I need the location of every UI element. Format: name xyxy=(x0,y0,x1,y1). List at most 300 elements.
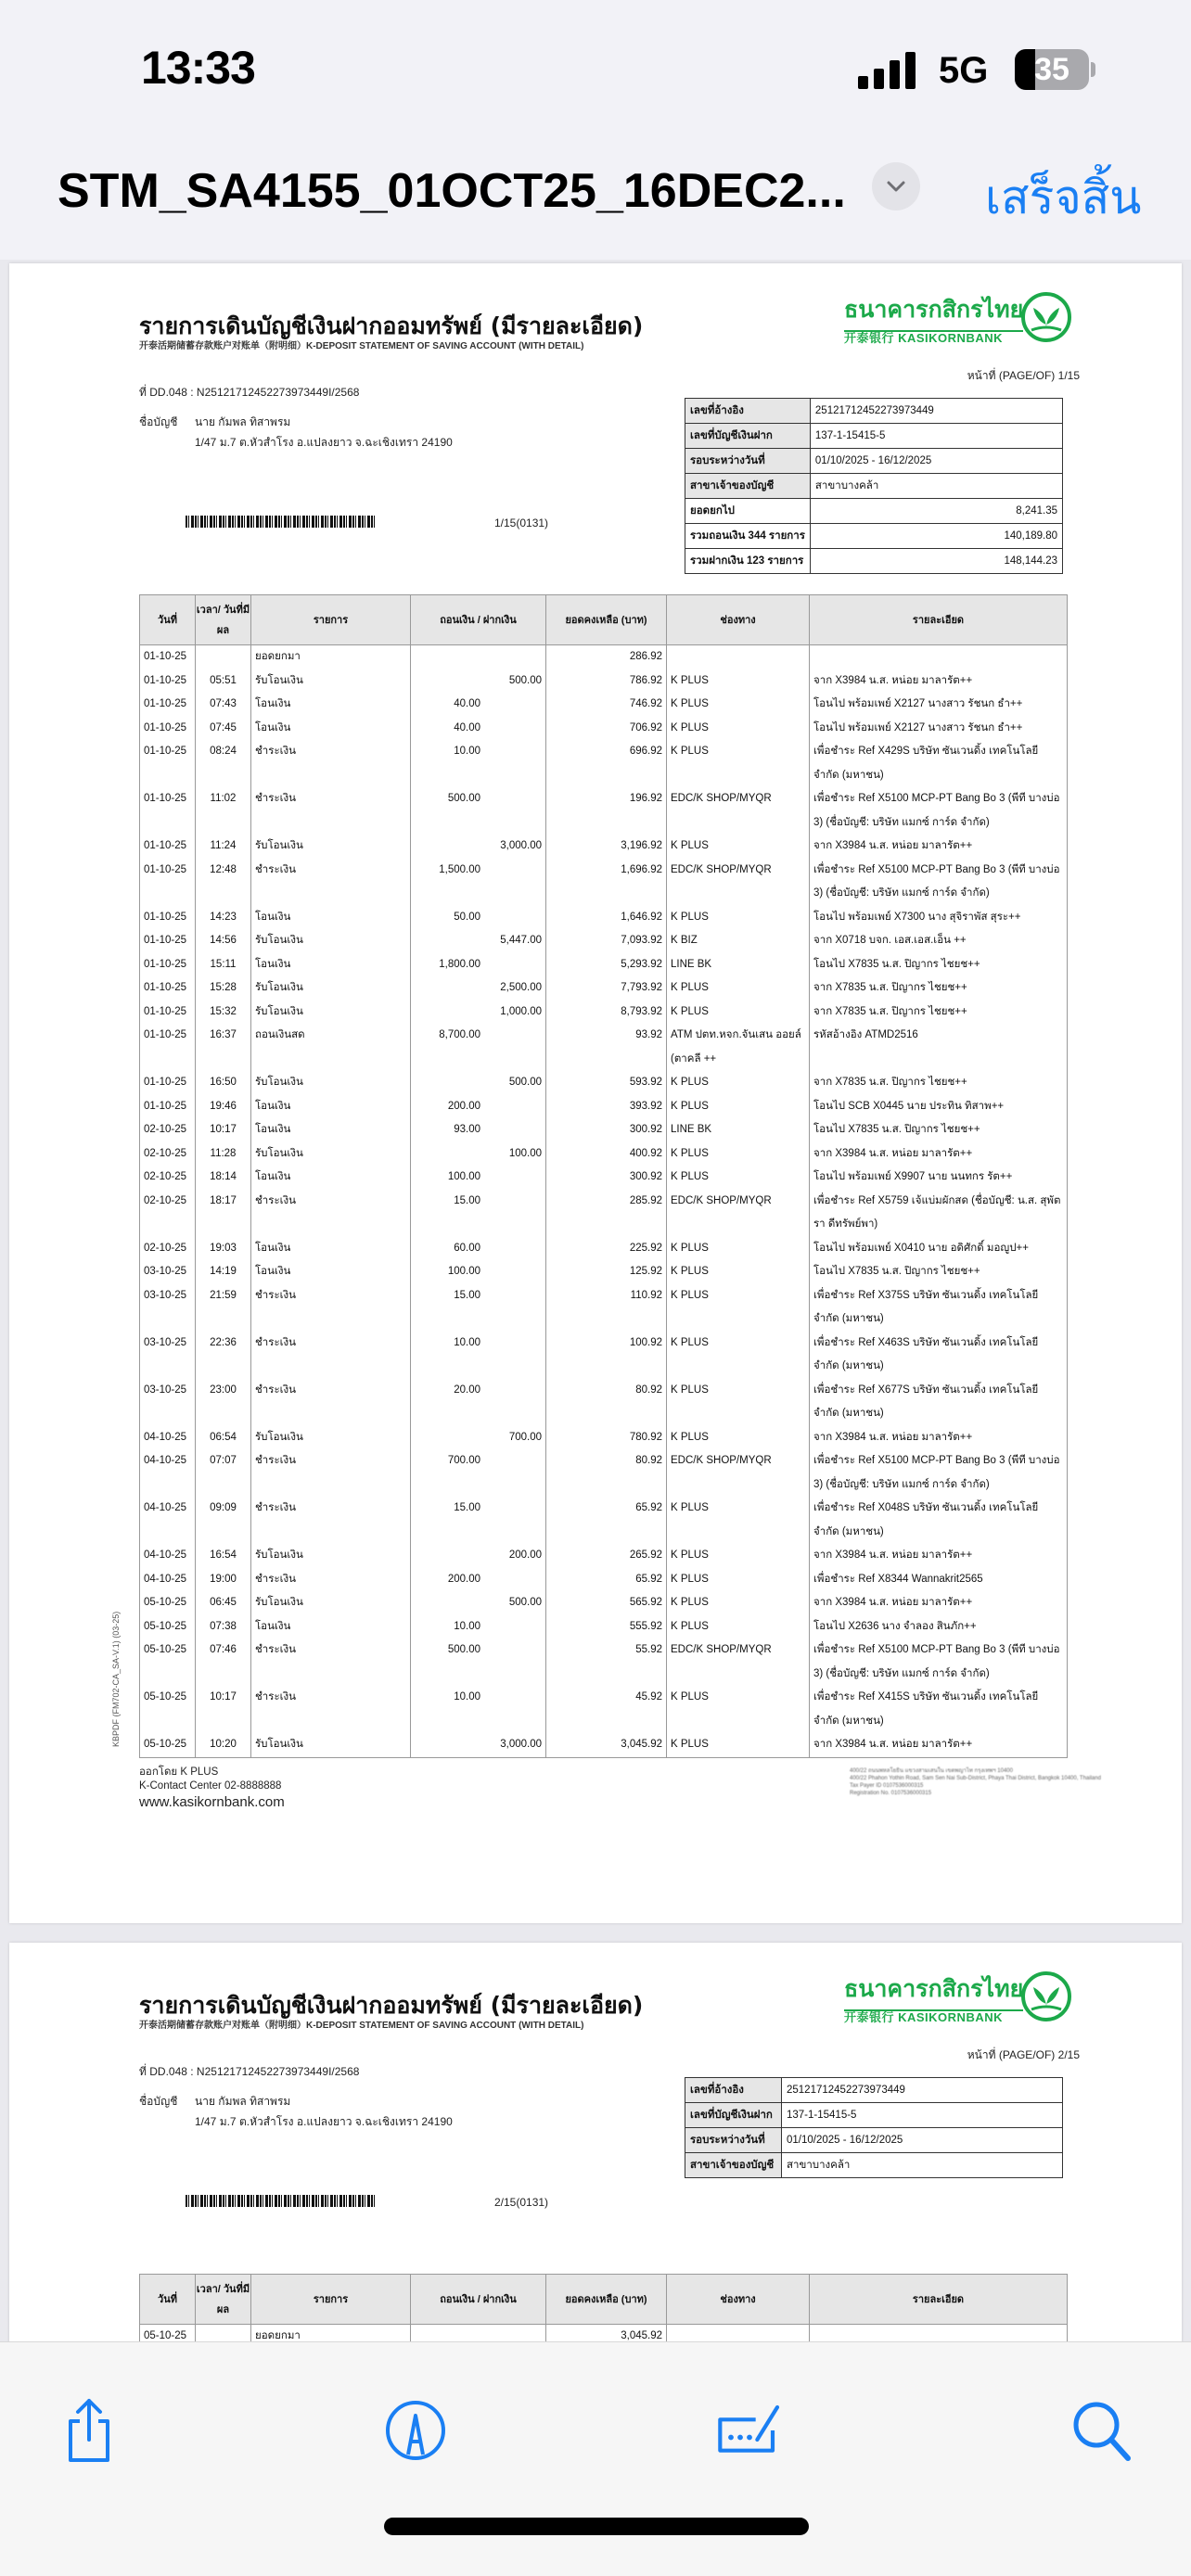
table-row xyxy=(140,1497,1068,1544)
row-detail: จาก X3984 น.ส. หน่อย มาลารัต++ xyxy=(810,670,1068,694)
col-detail: รายละเอียด xyxy=(810,595,1068,645)
col-time: เวลา/ วันที่มีผล xyxy=(196,595,251,645)
bank-website: www.kasikornbank.com xyxy=(139,1794,285,1810)
row-date: 01-10-25 xyxy=(140,670,196,694)
row-detail: โอนไป พร้อมเพย์ X0410 นาย อดิศักดิ์ มอญูป++ xyxy=(810,1237,1068,1261)
row-channel: K PLUS xyxy=(667,1733,810,1757)
row-item: รับโอนเงิน xyxy=(251,835,411,859)
title-menu-button[interactable] xyxy=(872,162,920,210)
col-date: วันที่ xyxy=(140,2275,196,2325)
table-row xyxy=(140,929,1068,953)
row-item: โอนเงิน xyxy=(251,693,411,717)
row-date: 01-10-25 xyxy=(140,1001,196,1025)
pdf-viewer[interactable] xyxy=(0,260,1191,2341)
row-detail: โอนไป X7835 น.ส. ปิญากร ไชยช++ xyxy=(810,1118,1068,1142)
row-amount: 40.00 xyxy=(411,717,546,741)
markup-pen-icon xyxy=(382,2397,449,2464)
row-date: 03-10-25 xyxy=(140,1379,196,1426)
bank-name-th: ธนาคารกสิกรไทย xyxy=(844,291,1023,332)
row-balance: 300.92 xyxy=(546,1166,667,1190)
row-date: 01-10-25 xyxy=(140,717,196,741)
row-amount: 50.00 xyxy=(411,906,546,930)
row-amount: 15.00 xyxy=(411,1497,546,1544)
row-detail: โอนไป พร้อมเพย์ X2127 นางสาว รัชนก ธำ++ xyxy=(810,693,1068,717)
row-item: โอนเงิน xyxy=(251,1260,411,1284)
branch-label: สาขาเจ้าของบัญชี xyxy=(685,2153,782,2178)
table-row xyxy=(140,1284,1068,1332)
account-name-label: ชื่อบัญชี xyxy=(139,415,178,428)
network-type: 5G xyxy=(939,50,989,91)
row-item: ชำระเงิน xyxy=(251,1449,411,1497)
row-date: 01-10-25 xyxy=(140,1071,196,1095)
table-row xyxy=(140,1260,1068,1284)
row-balance: 696.92 xyxy=(546,740,667,787)
row-item: ชำระเงิน xyxy=(251,1639,411,1686)
row-balance: 1,646.92 xyxy=(546,906,667,930)
row-channel: LINE BK xyxy=(667,953,810,977)
row-date: 01-10-25 xyxy=(140,1024,196,1071)
row-channel xyxy=(667,645,810,670)
row-amount: 1,500.00 xyxy=(411,859,546,906)
row-item: โอนเงิน xyxy=(251,717,411,741)
row-balance: 706.92 xyxy=(546,717,667,741)
pdf-page-2 xyxy=(9,1943,1182,2341)
statement-subtitle: 开泰活期储蓄存款账户对账单（附明细）K-DEPOSIT STATEMENT OF SAVING ACCOUNT (WITH DETAIL) xyxy=(139,2021,584,2031)
row-time: 08:24 xyxy=(196,740,251,787)
account-holder xyxy=(139,412,453,453)
row-amount: 200.00 xyxy=(411,1568,546,1592)
period-label: รอบระหว่างวันที่ xyxy=(685,2128,782,2153)
row-channel: K PLUS xyxy=(667,1426,810,1450)
row-balance: 5,293.92 xyxy=(546,953,667,977)
row-channel: ATM ปตท.หจก.จันเสน ออยล์ (ตาคลี ++ xyxy=(667,1024,810,1071)
row-amount: 3,000.00 xyxy=(411,1733,546,1757)
row-amount: 8,700.00 xyxy=(411,1024,546,1071)
row-channel: K PLUS xyxy=(667,1142,810,1167)
table-row xyxy=(140,1332,1068,1379)
row-item: ชำระเงิน xyxy=(251,1497,411,1544)
row-item: โอนเงิน xyxy=(251,1237,411,1261)
row-amount: 3,000.00 xyxy=(411,835,546,859)
row-amount: 500.00 xyxy=(411,1591,546,1615)
row-balance: 400.92 xyxy=(546,1142,667,1167)
row-time: 18:17 xyxy=(196,1190,251,1237)
row-detail: โอนไป พร้อมเพย์ X9907 นาย นนทกร รัต++ xyxy=(810,1166,1068,1190)
row-channel: K PLUS xyxy=(667,1591,810,1615)
row-time: 21:59 xyxy=(196,1284,251,1332)
battery-level: 35 xyxy=(1034,52,1069,87)
row-item: ชำระเงิน xyxy=(251,1190,411,1237)
row-amount: 500.00 xyxy=(411,670,546,694)
row-balance: 196.92 xyxy=(546,787,667,835)
row-channel: K PLUS xyxy=(667,693,810,717)
address-line: 400/22 ถนนพหลโยธิน แขวงสามเสนใน เขตพญาไท กรุงเทพฯ 10400 xyxy=(850,1768,1013,1774)
status-bar xyxy=(0,0,1191,139)
table-row xyxy=(140,1426,1068,1450)
table-header xyxy=(140,2275,1068,2325)
row-balance: 55.92 xyxy=(546,1639,667,1686)
row-amount: 100.00 xyxy=(411,1142,546,1167)
row-item: ชำระเงิน xyxy=(251,1568,411,1592)
row-time: 14:19 xyxy=(196,1260,251,1284)
table-row xyxy=(140,1142,1068,1167)
row-item: รับโอนเงิน xyxy=(251,1001,411,1025)
col-channel: ช่องทาง xyxy=(667,595,810,645)
form-fill-icon xyxy=(712,2397,787,2464)
table-row xyxy=(140,1237,1068,1261)
row-detail: โอนไป SCB X0445 นาย ประทิน ทิสาพ++ xyxy=(810,1095,1068,1119)
row-amount: 1,000.00 xyxy=(411,1001,546,1025)
row-time: 14:56 xyxy=(196,929,251,953)
row-item: รับโอนเงิน xyxy=(251,1733,411,1757)
table-row xyxy=(140,1095,1068,1119)
account-no-label: เลขที่บัญชีเงินฝาก xyxy=(685,424,811,449)
row-channel: K PLUS xyxy=(667,1284,810,1332)
row-amount: 10.00 xyxy=(411,740,546,787)
account-no-label: เลขที่บัญชีเงินฝาก xyxy=(685,2103,782,2128)
row-channel: K PLUS xyxy=(667,740,810,787)
col-date: วันที่ xyxy=(140,595,196,645)
battery-icon xyxy=(1015,49,1089,90)
col-balance: ยอดคงเหลือ (บาท) xyxy=(546,2275,667,2325)
row-date: 01-10-25 xyxy=(140,787,196,835)
table-row xyxy=(140,1379,1068,1426)
row-item: ชำระเงิน xyxy=(251,859,411,906)
row-date: 05-10-25 xyxy=(140,1615,196,1639)
page-number: หน้าที่ (PAGE/OF) 2/15 xyxy=(967,2048,1080,2061)
row-channel: EDC/K SHOP/MYQR xyxy=(667,859,810,906)
row-amount: 2,500.00 xyxy=(411,976,546,1001)
clock: 13:33 xyxy=(141,42,255,94)
row-time: 10:17 xyxy=(196,1118,251,1142)
row-time: 15:32 xyxy=(196,1001,251,1025)
bank-name-th: ธนาคารกสิกรไทย xyxy=(844,1970,1023,2011)
kasikornbank-logo xyxy=(844,291,1076,351)
row-balance: 3,045.92 xyxy=(546,2325,667,2342)
issued-by: ออกโดย K PLUS xyxy=(139,1766,219,1778)
row-time: 16:50 xyxy=(196,1071,251,1095)
row-item: ยอดยกมา xyxy=(251,645,411,670)
row-item: โอนเงิน xyxy=(251,953,411,977)
row-balance: 65.92 xyxy=(546,1568,667,1592)
row-channel: K PLUS xyxy=(667,670,810,694)
row-amount: 93.00 xyxy=(411,1118,546,1142)
table-row xyxy=(140,1166,1068,1190)
statement-title: รายการเดินบัญชีเงินฝากออมทรัพย์ (มีรายละเอียด) xyxy=(139,1992,644,2019)
row-balance: 80.92 xyxy=(546,1449,667,1497)
branch-value: สาขาบางคล้า xyxy=(810,474,1062,499)
row-time: 10:20 xyxy=(196,1733,251,1757)
row-channel: K PLUS xyxy=(667,976,810,1001)
col-time: เวลา/ วันที่มีผล xyxy=(196,2275,251,2325)
row-date: 04-10-25 xyxy=(140,1544,196,1568)
row-amount: 500.00 xyxy=(411,1639,546,1686)
row-balance: 1,696.92 xyxy=(546,859,667,906)
row-item: รับโอนเงิน xyxy=(251,976,411,1001)
row-detail: เพื่อชำระ Ref X429S บริษัท ซันเวนดิ้ง เทคโนโลยี จำกัด (มหาชน) xyxy=(810,740,1068,787)
deposit-total-value: 148,144.23 xyxy=(810,549,1062,574)
row-item: รับโอนเงิน xyxy=(251,1426,411,1450)
row-date: 02-10-25 xyxy=(140,1237,196,1261)
account-no-value: 137-1-15415-5 xyxy=(782,2103,1063,2128)
row-detail: รหัสอ้างอิง ATMD2516 xyxy=(810,1024,1068,1071)
row-balance: 225.92 xyxy=(546,1237,667,1261)
row-detail: จาก X3984 น.ส. หน่อย มาลารัต++ xyxy=(810,1426,1068,1450)
row-balance: 3,196.92 xyxy=(546,835,667,859)
row-date: 04-10-25 xyxy=(140,1449,196,1497)
account-address: 1/47 ม.7 ต.หัวสำโรง อ.แปลงยาว จ.ฉะเชิงเทรา 24190 xyxy=(195,436,453,449)
row-date: 01-10-25 xyxy=(140,929,196,953)
row-item: ชำระเงิน xyxy=(251,740,411,787)
row-item: รับโอนเงิน xyxy=(251,1544,411,1568)
row-detail: จาก X7835 น.ส. ปิญากร ไชยช++ xyxy=(810,1001,1068,1025)
row-item: ชำระเงิน xyxy=(251,1686,411,1733)
table-row xyxy=(140,1544,1068,1568)
done-button[interactable]: เสร็จสิ้น xyxy=(985,172,1142,223)
row-item: โอนเงิน xyxy=(251,1615,411,1639)
row-date: 01-10-25 xyxy=(140,645,196,670)
row-detail xyxy=(810,2325,1068,2342)
carry-forward-value: 8,241.35 xyxy=(810,499,1062,524)
row-amount: 60.00 xyxy=(411,1237,546,1261)
row-time: 10:17 xyxy=(196,1686,251,1733)
search-button[interactable] xyxy=(1065,2393,1139,2468)
row-time: 19:03 xyxy=(196,1237,251,1261)
row-item: ถอนเงินสด xyxy=(251,1024,411,1071)
deposit-total-label: รวมฝากเงิน 123 รายการ xyxy=(685,549,811,574)
row-amount: 100.00 xyxy=(411,1260,546,1284)
row-channel: K PLUS xyxy=(667,1001,810,1025)
table-row xyxy=(140,717,1068,741)
table-row xyxy=(140,2325,1068,2342)
kasikornbank-logo xyxy=(844,1970,1076,2031)
col-item: รายการ xyxy=(251,2275,411,2325)
row-item: ชำระเงิน xyxy=(251,1332,411,1379)
row-date: 03-10-25 xyxy=(140,1260,196,1284)
row-amount xyxy=(411,645,546,670)
table-row xyxy=(140,1449,1068,1497)
table-row xyxy=(140,1591,1068,1615)
row-detail: โอนไป X7835 น.ส. ปิญากร ไชยช++ xyxy=(810,953,1068,977)
row-channel: K PLUS xyxy=(667,1332,810,1379)
row-balance: 7,793.92 xyxy=(546,976,667,1001)
row-time: 15:28 xyxy=(196,976,251,1001)
row-time: 12:48 xyxy=(196,859,251,906)
barcode xyxy=(186,2195,376,2207)
row-detail: จาก X0718 บจก. เอส.เอส.เอ็น ++ xyxy=(810,929,1068,953)
row-detail: เพื่อชำระ Ref X415S บริษัท ซันเวนดิ้ง เทคโนโลยี จำกัด (มหาชน) xyxy=(810,1686,1068,1733)
col-balance: ยอดคงเหลือ (บาท) xyxy=(546,595,667,645)
row-date: 05-10-25 xyxy=(140,1591,196,1615)
row-balance: 7,093.92 xyxy=(546,929,667,953)
row-amount: 10.00 xyxy=(411,1615,546,1639)
row-detail: เพื่อชำระ Ref X8344 Wannakrit2565 xyxy=(810,1568,1068,1592)
account-name: นาย กัมพล ทิสาพรม xyxy=(195,415,291,428)
row-balance: 265.92 xyxy=(546,1544,667,1568)
row-date: 03-10-25 xyxy=(140,1332,196,1379)
row-channel: K PLUS xyxy=(667,717,810,741)
row-time: 11:24 xyxy=(196,835,251,859)
col-item: รายการ xyxy=(251,595,411,645)
row-balance: 746.92 xyxy=(546,693,667,717)
row-time xyxy=(196,2325,251,2342)
row-item: รับโอนเงิน xyxy=(251,1142,411,1167)
row-balance: 300.92 xyxy=(546,1118,667,1142)
row-time: 06:45 xyxy=(196,1591,251,1615)
row-time: 11:02 xyxy=(196,787,251,835)
row-detail: จาก X7835 น.ส. ปิญากร ไชยช++ xyxy=(810,976,1068,1001)
row-detail: จาก X7835 น.ส. ปิญากร ไชยช++ xyxy=(810,1071,1068,1095)
markup-button[interactable] xyxy=(378,2393,453,2468)
row-time: 06:54 xyxy=(196,1426,251,1450)
withdraw-total-value: 140,189.80 xyxy=(810,524,1062,549)
statement-subtitle: 开泰活期储蓄存款账户对账单（附明细）K-DEPOSIT STATEMENT OF SAVING ACCOUNT (WITH DETAIL) xyxy=(139,341,584,351)
row-date: 05-10-25 xyxy=(140,1733,196,1757)
row-detail: เพื่อชำระ Ref X048S บริษัท ซันเวนดิ้ง เทคโนโลยี จำกัด (มหาชน) xyxy=(810,1497,1068,1544)
row-date: 02-10-25 xyxy=(140,1190,196,1237)
barcode xyxy=(186,516,376,528)
row-time: 19:00 xyxy=(196,1568,251,1592)
row-detail: โอนไป X7835 น.ส. ปิญากร ไชยช++ xyxy=(810,1260,1068,1284)
document-title[interactable]: STM_SA4155_01OCT25_16DEC2... xyxy=(58,164,846,218)
row-balance: 100.92 xyxy=(546,1332,667,1379)
row-time xyxy=(196,645,251,670)
row-date: 01-10-25 xyxy=(140,835,196,859)
branch-label: สาขาเจ้าของบัญชี xyxy=(685,474,811,499)
row-detail xyxy=(810,645,1068,670)
row-channel: EDC/K SHOP/MYQR xyxy=(667,1190,810,1237)
row-item: โอนเงิน xyxy=(251,1095,411,1119)
row-item: ยอดยกมา xyxy=(251,2325,411,2342)
row-item: รับโอนเงิน xyxy=(251,929,411,953)
row-detail: เพื่อชำระ Ref X5100 MCP-PT Bang Bo 3 (พีที บางบ่อ 3) (ชื่อบัญชี: บริษัท แมกซ์ การ์ด จำกัด) xyxy=(810,1639,1068,1686)
row-balance: 8,793.92 xyxy=(546,1001,667,1025)
document-reference: ที่ DD.048 : N25121712452273973449I/2568 xyxy=(139,386,360,399)
row-balance: 45.92 xyxy=(546,1686,667,1733)
row-channel: K PLUS xyxy=(667,1568,810,1592)
account-address: 1/47 ม.7 ต.หัวสำโรง อ.แปลงยาว จ.ฉะเชิงเทรา 24190 xyxy=(195,2115,453,2128)
pdf-page-1 xyxy=(9,263,1182,1923)
row-detail: เพื่อชำระ Ref X5759 เจ้แบ่มผักสด (ชื่อบัญชี: น.ส. สุพัตรา ดีทรัพย์พา) xyxy=(810,1190,1068,1237)
row-date: 05-10-25 xyxy=(140,1686,196,1733)
row-channel: K PLUS xyxy=(667,1260,810,1284)
row-channel: K PLUS xyxy=(667,1615,810,1639)
row-date: 01-10-25 xyxy=(140,976,196,1001)
table-row xyxy=(140,1001,1068,1025)
row-date: 01-10-25 xyxy=(140,859,196,906)
ref-label: เลขที่อ้างอิง xyxy=(685,399,811,424)
row-time: 18:14 xyxy=(196,1166,251,1190)
row-detail: โอนไป พร้อมเพย์ X2127 นางสาว รัชนก ธำ++ xyxy=(810,717,1068,741)
ref-value: 25121712452273973449 xyxy=(810,399,1062,424)
ref-label: เลขที่อ้างอิง xyxy=(685,2078,782,2103)
row-time: 07:38 xyxy=(196,1615,251,1639)
row-time: 15:11 xyxy=(196,953,251,977)
period-value: 01/10/2025 - 16/12/2025 xyxy=(782,2128,1063,2153)
row-balance: 3,045.92 xyxy=(546,1733,667,1757)
row-amount: 40.00 xyxy=(411,693,546,717)
row-amount: 10.00 xyxy=(411,1686,546,1733)
row-channel: K PLUS xyxy=(667,1237,810,1261)
page-number: หน้าที่ (PAGE/OF) 1/15 xyxy=(967,369,1080,382)
row-date: 01-10-25 xyxy=(140,906,196,930)
row-amount: 700.00 xyxy=(411,1426,546,1450)
row-balance: 80.92 xyxy=(546,1379,667,1426)
battery-tip xyxy=(1091,62,1095,77)
contact-center: K-Contact Center 02-8888888 xyxy=(139,1780,282,1792)
row-date: 05-10-25 xyxy=(140,1639,196,1686)
share-button[interactable] xyxy=(52,2393,126,2468)
row-balance: 555.92 xyxy=(546,1615,667,1639)
row-item: โอนเงิน xyxy=(251,1166,411,1190)
table-row xyxy=(140,693,1068,717)
row-amount: 200.00 xyxy=(411,1544,546,1568)
table-row xyxy=(140,740,1068,787)
table-row xyxy=(140,1568,1068,1592)
row-item: โอนเงิน xyxy=(251,1118,411,1142)
row-balance: 285.92 xyxy=(546,1190,667,1237)
table-row xyxy=(140,1118,1068,1142)
barcode-text: 1/15(0131) xyxy=(494,516,549,529)
row-balance: 110.92 xyxy=(546,1284,667,1332)
row-time: 07:43 xyxy=(196,693,251,717)
table-row xyxy=(140,1024,1068,1071)
row-balance: 780.92 xyxy=(546,1426,667,1450)
account-name-label: ชื่อบัญชี xyxy=(139,2095,178,2108)
row-channel: EDC/K SHOP/MYQR xyxy=(667,1639,810,1686)
period-value: 01/10/2025 - 16/12/2025 xyxy=(810,449,1062,474)
row-channel: EDC/K SHOP/MYQR xyxy=(667,1449,810,1497)
row-detail: เพื่อชำระ Ref X5100 MCP-PT Bang Bo 3 (พีที บางบ่อ 3) (ชื่อบัญชี: บริษัท แมกซ์ การ์ด จำกัด) xyxy=(810,787,1068,835)
form-code: KBPDF (FM702-CA_SA-V.1) (03-25) xyxy=(111,1611,121,1747)
bank-emblem-icon xyxy=(1020,1970,1072,2022)
row-detail: เพื่อชำระ Ref X463S บริษัท ซันเวนดิ้ง เทคโนโลยี จำกัด (มหาชน) xyxy=(810,1332,1068,1379)
table-row xyxy=(140,787,1068,835)
row-amount: 500.00 xyxy=(411,1071,546,1095)
row-channel: K PLUS xyxy=(667,1379,810,1426)
col-detail: รายละเอียด xyxy=(810,2275,1068,2325)
row-amount: 700.00 xyxy=(411,1449,546,1497)
row-amount: 15.00 xyxy=(411,1190,546,1237)
row-item: รับโอนเงิน xyxy=(251,670,411,694)
row-date: 01-10-25 xyxy=(140,740,196,787)
search-icon xyxy=(1069,2397,1135,2464)
row-amount xyxy=(411,2325,546,2342)
footer-contact xyxy=(139,1766,285,1809)
row-time: 07:46 xyxy=(196,1639,251,1686)
row-time: 22:36 xyxy=(196,1332,251,1379)
carry-forward-label: ยอดยกไป xyxy=(685,499,811,524)
col-amount: ถอนเงิน / ฝากเงิน xyxy=(411,2275,546,2325)
col-amount: ถอนเงิน / ฝากเงิน xyxy=(411,595,546,645)
fill-sign-button[interactable] xyxy=(712,2393,787,2468)
row-item: ชำระเงิน xyxy=(251,1284,411,1332)
table-row xyxy=(140,976,1068,1001)
row-date: 02-10-25 xyxy=(140,1166,196,1190)
row-balance: 286.92 xyxy=(546,645,667,670)
row-detail: จาก X3984 น.ส. หน่อย มาลารัต++ xyxy=(810,1733,1068,1757)
row-date: 02-10-25 xyxy=(140,1118,196,1142)
home-indicator[interactable] xyxy=(384,2518,809,2535)
bank-name-en: 开泰银行 KASIKORNBANK xyxy=(844,2010,1004,2024)
table-row xyxy=(140,1071,1068,1095)
table-row xyxy=(140,645,1068,670)
row-time: 16:54 xyxy=(196,1544,251,1568)
row-time: 05:51 xyxy=(196,670,251,694)
row-balance: 65.92 xyxy=(546,1497,667,1544)
table-row xyxy=(140,906,1068,930)
navigation-bar xyxy=(0,139,1191,260)
